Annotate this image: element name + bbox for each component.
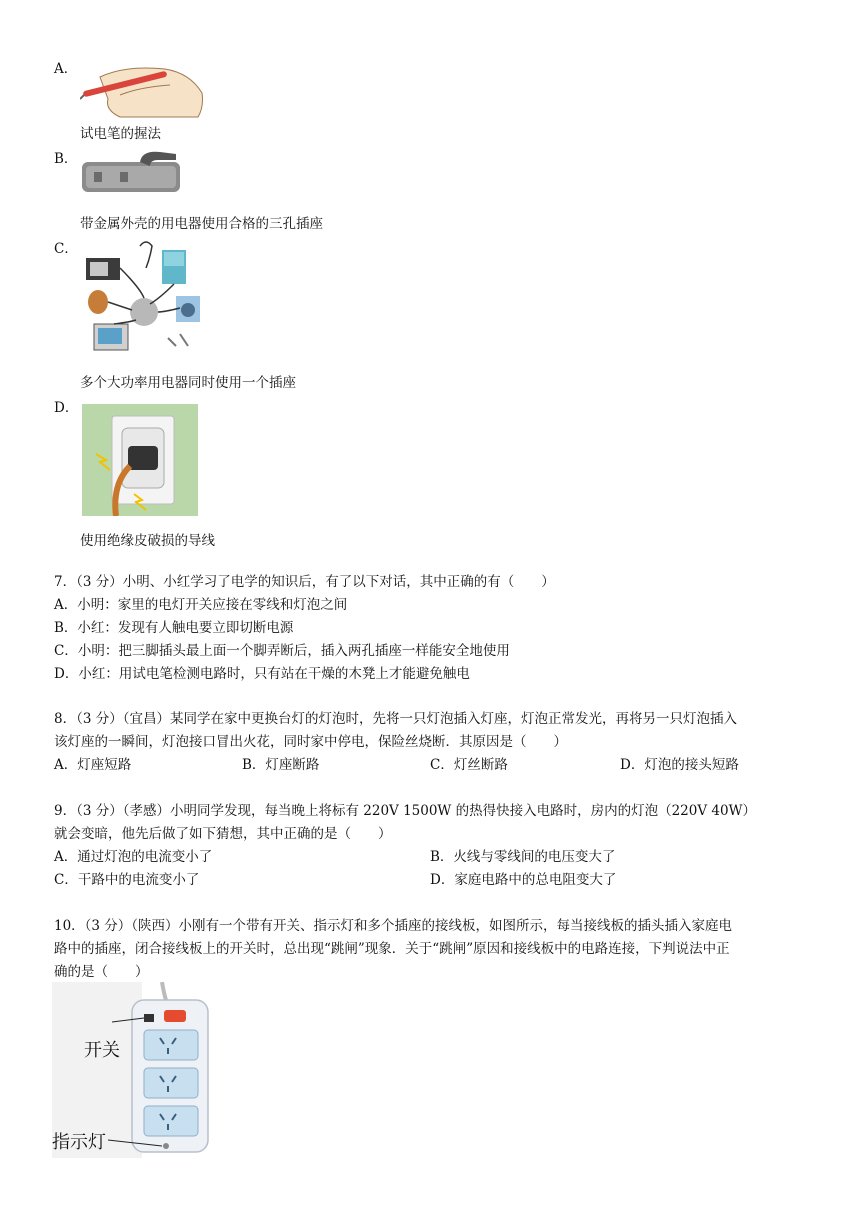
question-9 xyxy=(54,800,814,892)
q9-option-b: B．火线与零线间的电压变大了 xyxy=(430,849,616,865)
q7-option-a: A．小明：家里的电灯开关应接在零线和灯泡之间 xyxy=(54,597,348,613)
indicator-light-label: 指示灯 xyxy=(52,1132,106,1153)
q9-stem-line2: 就会变暗，他先后做了如下猜想，其中正确的是（ ） xyxy=(54,826,392,842)
q9-option-c: C．干路中的电流变小了 xyxy=(54,872,200,888)
q6-option-b-caption: 带金属外壳的用电器使用合格的三孔插座 xyxy=(80,216,323,232)
three-pin-plug-icon xyxy=(80,148,184,204)
q8-option-a: A．灯座短路 xyxy=(54,757,132,773)
q6-option-b-letter: B． xyxy=(54,151,78,167)
q6-option-d-caption: 使用绝缘皮破损的导线 xyxy=(80,533,215,549)
q8-stem-line2: 该灯座的一瞬间，灯泡接口冒出火花，同时家中停电，保险丝烧断．其原因是（ ） xyxy=(54,734,567,750)
q9-option-d: D．家庭电路中的总电阻变大了 xyxy=(430,872,617,888)
q7-stem: 7．（3 分）小明、小红学习了电学的知识后，有了以下对话，其中正确的有（ ） xyxy=(54,574,555,590)
q7-option-b: B．小红：发现有人触电要立即切断电源 xyxy=(54,620,294,636)
q6-option-c-caption: 多个大功率用电器同时使用一个插座 xyxy=(80,375,296,391)
question-8 xyxy=(54,708,814,777)
q7-option-d: D．小红：用试电笔检测电路时，只有站在干燥的木凳上才能避免触电 xyxy=(54,666,470,682)
q6-option-a-letter: A． xyxy=(54,61,78,77)
q10-stem-line1: 10．（3 分）（陕西）小刚有一个带有开关、指示灯和多个插座的接线板，如图所示，每当接线板的插头插入家庭电 xyxy=(54,918,733,934)
overloaded-socket-icon xyxy=(80,238,208,362)
test-pen-hand-icon xyxy=(80,55,208,121)
q8-stem-line1: 8．（3 分）（宜昌）某同学在家中更换台灯的灯泡时，先将一只灯泡插入灯座，灯泡正常发光，再将另一只灯泡插入 xyxy=(54,711,737,727)
q10-stem-line2: 路中的插座，闭合接线板上的开关时，总出现“跳闸”现象．关于“跳闸”原因和接线板中的电路连接，下判说法中正 xyxy=(54,941,730,957)
q8-option-c: C．灯丝断路 xyxy=(430,757,508,773)
q8-option-b: B．灯座断路 xyxy=(242,757,320,773)
q10-stem-line3: 确的是（ ） xyxy=(54,964,149,980)
q6-option-c-letter: C． xyxy=(54,241,78,257)
q9-stem-line1: 9．（3 分）（孝感）小明同学发现，每当晚上将标有 220V 1500W 的热得快接入电路时，房内的灯泡（220V 40W） xyxy=(54,803,756,819)
damaged-wire-socket-icon xyxy=(82,404,198,516)
q9-option-a: A．通过灯泡的电流变小了 xyxy=(54,849,213,865)
q6-option-a-caption: 试电笔的握法 xyxy=(80,126,161,142)
q8-option-d: D．灯泡的接头短路 xyxy=(620,757,739,773)
switch-label: 开关 xyxy=(84,1040,120,1061)
q7-option-c: C．小明：把三脚插头最上面一个脚弄断后，插入两孔插座一样能安全地使用 xyxy=(54,643,510,659)
question-7 xyxy=(54,571,814,686)
question-10 xyxy=(54,915,814,984)
q6-option-d-letter: D． xyxy=(54,400,79,416)
